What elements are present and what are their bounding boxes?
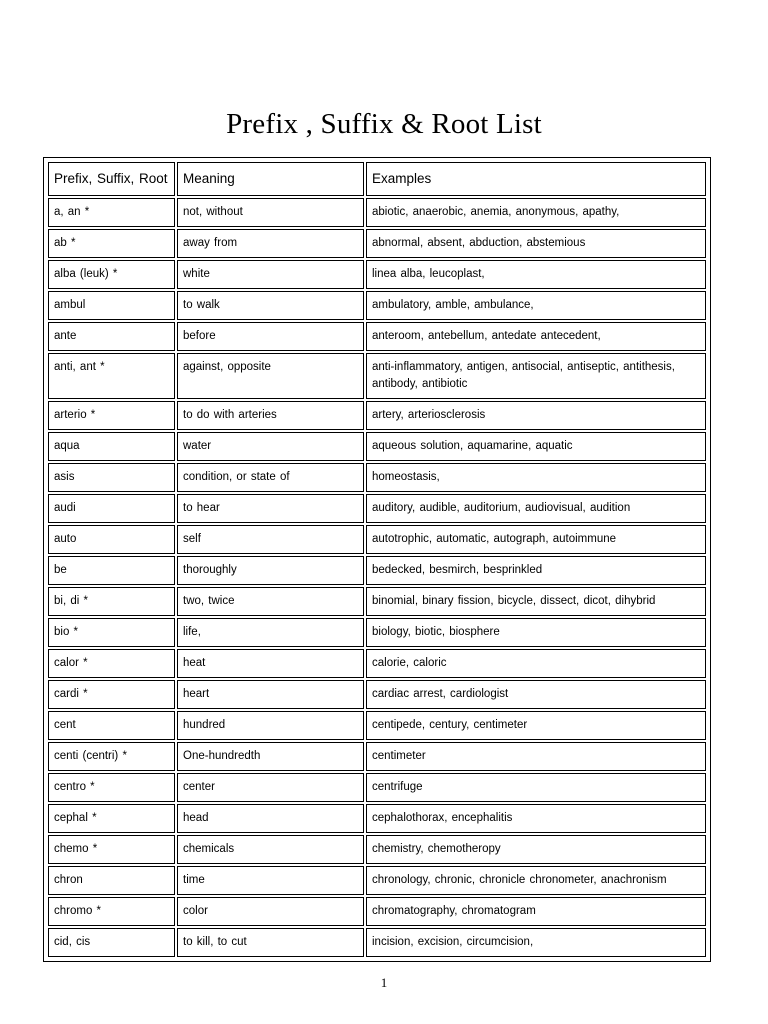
cell-meaning: white (177, 260, 364, 289)
table-row (48, 198, 706, 227)
cell-term: ambul (48, 291, 175, 320)
cell-meaning: heat (177, 649, 364, 678)
cell-meaning: time (177, 866, 364, 895)
cell-meaning: thoroughly (177, 556, 364, 585)
cell-examples: linea alba, leucoplast, (366, 260, 706, 289)
cell-term: centro * (48, 773, 175, 802)
cell-examples: autotrophic, automatic, autograph, autoimmune (366, 525, 706, 554)
cell-term: anti, ant * (48, 353, 175, 399)
cell-term: chemo * (48, 835, 175, 864)
table-row (48, 260, 706, 289)
cell-examples: chemistry, chemotheropy (366, 835, 706, 864)
cell-term: a, an * (48, 198, 175, 227)
vocabulary-table-frame (43, 157, 711, 962)
table-row (48, 928, 706, 957)
cell-examples: centipede, century, centimeter (366, 711, 706, 740)
table-row (48, 587, 706, 616)
cell-meaning: head (177, 804, 364, 833)
table-row (48, 525, 706, 554)
cell-examples: incision, excision, circumcision, (366, 928, 706, 957)
table-body (48, 198, 706, 957)
cell-term: cephal * (48, 804, 175, 833)
cell-meaning: not, without (177, 198, 364, 227)
cell-term: asis (48, 463, 175, 492)
cell-term: ab * (48, 229, 175, 258)
table-row (48, 680, 706, 709)
cell-term: ante (48, 322, 175, 351)
cell-examples: artery, arteriosclerosis (366, 401, 706, 430)
page-number: 1 (380, 975, 388, 990)
cell-meaning: against, opposite (177, 353, 364, 399)
cell-term: aqua (48, 432, 175, 461)
cell-meaning: to kill, to cut (177, 928, 364, 957)
cell-term: arterio * (48, 401, 175, 430)
cell-examples: anteroom, antebellum, antedate antecedent, (366, 322, 706, 351)
cell-meaning: away from (177, 229, 364, 258)
table-header-row (48, 162, 706, 196)
cell-term: bi, di * (48, 587, 175, 616)
cell-term: calor * (48, 649, 175, 678)
header-prefix-suffix-root: Prefix, Suffix, Root (48, 162, 175, 196)
cell-meaning: to do with arteries (177, 401, 364, 430)
table-row (48, 835, 706, 864)
cell-meaning: center (177, 773, 364, 802)
cell-meaning: heart (177, 680, 364, 709)
table-row (48, 618, 706, 647)
table-row (48, 291, 706, 320)
table-row (48, 773, 706, 802)
cell-examples: anti-inflammatory, antigen, antisocial, antiseptic, antithesis, antibody, antibiotic (366, 353, 706, 399)
cell-meaning: before (177, 322, 364, 351)
table-row (48, 494, 706, 523)
table-row (48, 897, 706, 926)
table-row (48, 401, 706, 430)
cell-examples: binomial, binary fission, bicycle, dissect, dicot, dihybrid (366, 587, 706, 616)
cell-meaning: One-hundredth (177, 742, 364, 771)
table-row (48, 229, 706, 258)
cell-examples: ambulatory, amble, ambulance, (366, 291, 706, 320)
table-row (48, 711, 706, 740)
cell-term: cardi * (48, 680, 175, 709)
table-row (48, 804, 706, 833)
cell-term: chron (48, 866, 175, 895)
cell-examples: chronology, chronic, chronicle chronometer, anachronism (366, 866, 706, 895)
cell-examples: biology, biotic, biosphere (366, 618, 706, 647)
prefix-suffix-root-table (46, 160, 708, 959)
cell-meaning: water (177, 432, 364, 461)
cell-examples: cephalothorax, encephalitis (366, 804, 706, 833)
cell-meaning: color (177, 897, 364, 926)
cell-examples: homeostasis, (366, 463, 706, 492)
cell-examples: calorie, caloric (366, 649, 706, 678)
table-row (48, 432, 706, 461)
cell-term: cent (48, 711, 175, 740)
cell-meaning: self (177, 525, 364, 554)
cell-examples: abnormal, absent, abduction, abstemious (366, 229, 706, 258)
table-row (48, 866, 706, 895)
table-row (48, 742, 706, 771)
cell-term: audi (48, 494, 175, 523)
cell-meaning: to walk (177, 291, 364, 320)
cell-term: cid, cis (48, 928, 175, 957)
table-row (48, 649, 706, 678)
cell-examples: centrifuge (366, 773, 706, 802)
cell-meaning: hundred (177, 711, 364, 740)
cell-meaning: life, (177, 618, 364, 647)
table-row (48, 463, 706, 492)
header-meaning: Meaning (177, 162, 364, 196)
cell-examples: cardiac arrest, cardiologist (366, 680, 706, 709)
cell-meaning: condition, or state of (177, 463, 364, 492)
cell-term: chromo * (48, 897, 175, 926)
cell-examples: abiotic, anaerobic, anemia, anonymous, apathy, (366, 198, 706, 227)
cell-meaning: two, twice (177, 587, 364, 616)
cell-term: auto (48, 525, 175, 554)
cell-examples: bedecked, besmirch, besprinkled (366, 556, 706, 585)
header-examples: Examples (366, 162, 706, 196)
page-title: Prefix , Suffix & Root List (226, 108, 542, 140)
table-row (48, 556, 706, 585)
table-row (48, 353, 706, 399)
cell-examples: chromatography, chromatogram (366, 897, 706, 926)
cell-examples: aqueous solution, aquamarine, aquatic (366, 432, 706, 461)
cell-term: be (48, 556, 175, 585)
table-row (48, 322, 706, 351)
cell-examples: auditory, audible, auditorium, audiovisual, audition (366, 494, 706, 523)
cell-term: centi (centri) * (48, 742, 175, 771)
cell-meaning: chemicals (177, 835, 364, 864)
cell-examples: centimeter (366, 742, 706, 771)
cell-meaning: to hear (177, 494, 364, 523)
cell-term: bio * (48, 618, 175, 647)
cell-term: alba (leuk) * (48, 260, 175, 289)
